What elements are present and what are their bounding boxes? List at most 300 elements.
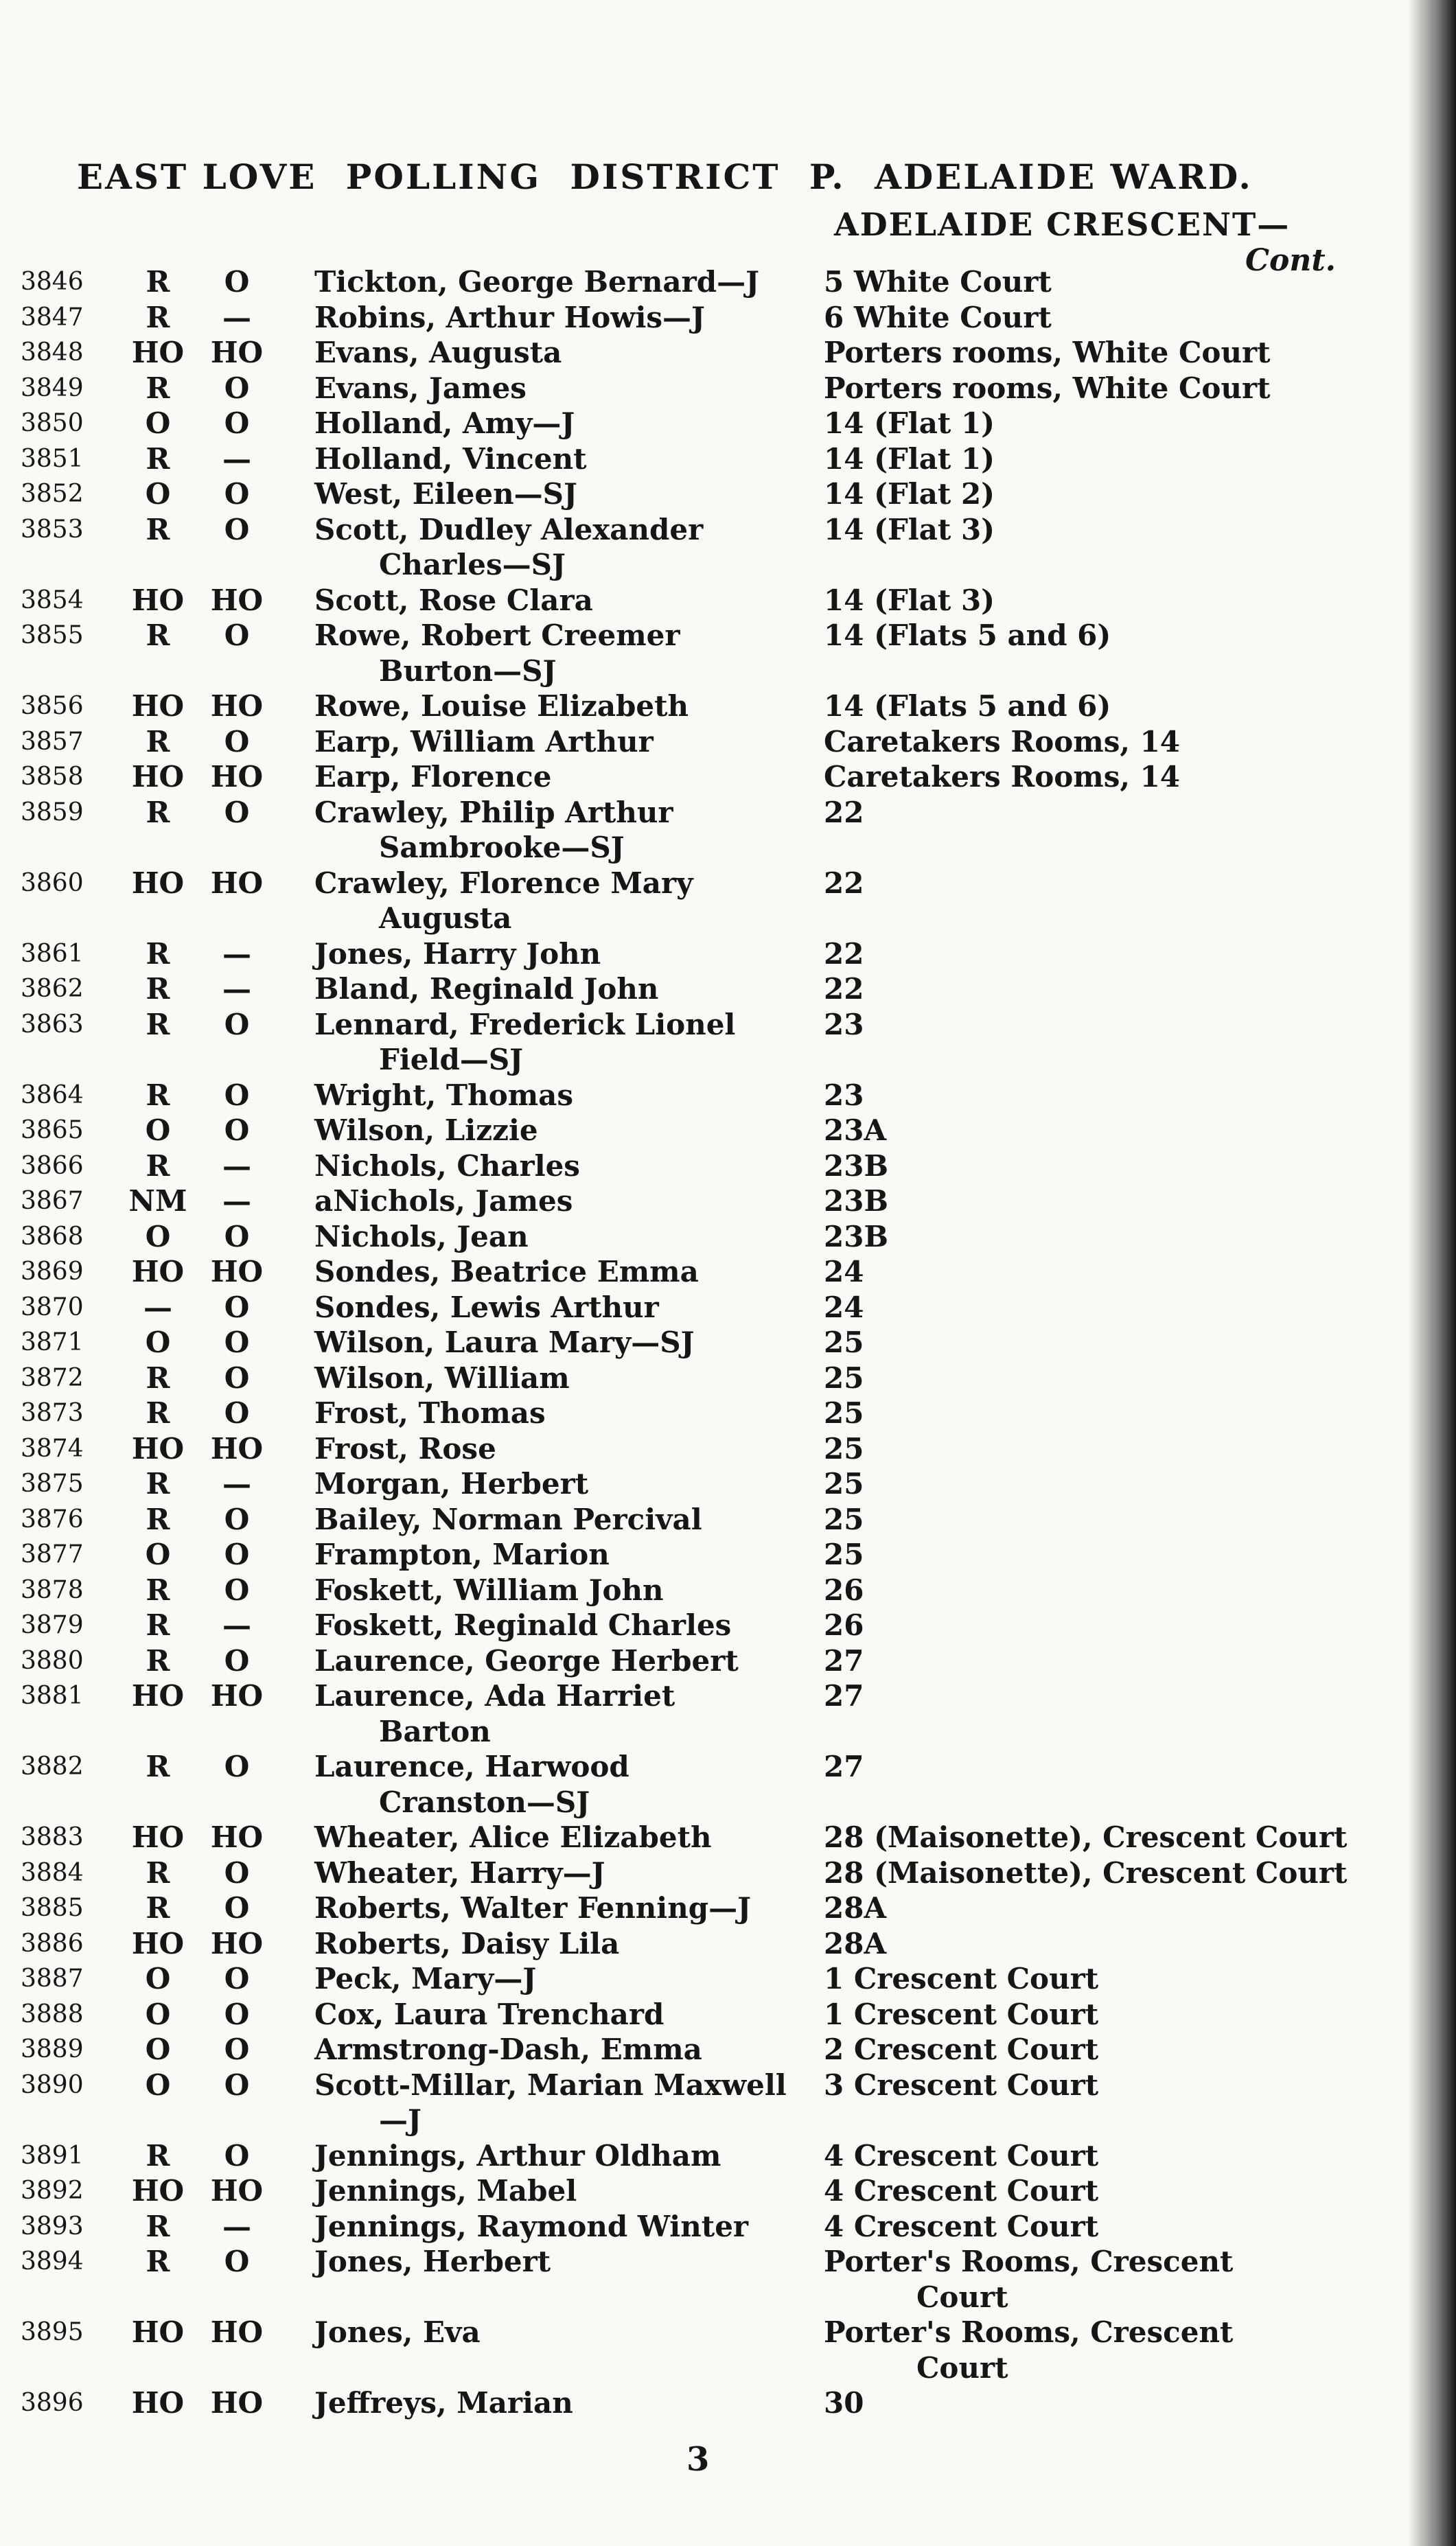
elector-row — [0, 476, 1456, 512]
elector-number: 3853 — [21, 515, 84, 544]
elector-address: 25 — [824, 1467, 864, 1501]
elector-name: Morgan, Herbert — [314, 1467, 589, 1501]
elector-name: Holland, Amy—J — [314, 406, 575, 440]
elector-address: 22 — [824, 795, 864, 829]
qualification-2: O — [224, 406, 250, 440]
elector-address: 30 — [824, 2386, 864, 2420]
elector-name: Scott, Dudley Alexander — [314, 512, 704, 546]
elector-number: 3880 — [21, 1646, 84, 1675]
elector-row-continuation — [0, 2103, 1456, 2138]
qualification-1: R — [146, 795, 170, 829]
elector-name-continuation: Burton—SJ — [379, 653, 557, 688]
elector-number: 3886 — [21, 1929, 84, 1958]
elector-address: 26 — [824, 1608, 864, 1642]
elector-name: Roberts, Daisy Lila — [314, 1926, 620, 1960]
elector-address: 22 — [824, 936, 864, 971]
qualification-1: R — [146, 371, 170, 405]
elector-number: 3883 — [21, 1823, 84, 1851]
qualification-2: — — [222, 1608, 251, 1642]
elector-row — [0, 971, 1456, 1007]
elector-name: Armstrong-Dash, Emma — [314, 2033, 702, 2066]
elector-address: 28A — [824, 1891, 887, 1925]
qualification-1: R — [146, 972, 170, 1006]
elector-name: Scott-Millar, Marian Maxwell — [314, 2068, 787, 2102]
elector-number: 3856 — [21, 692, 84, 720]
elector-row — [0, 618, 1456, 653]
elector-name: Wheater, Harry—J — [314, 1855, 605, 1890]
qualification-2: HO — [210, 1255, 264, 1288]
qualification-2: O — [224, 1078, 250, 1112]
qualification-1: HO — [131, 1255, 185, 1288]
elector-number: 3870 — [21, 1293, 84, 1321]
elector-address: 14 (Flats 5 and 6) — [824, 618, 1111, 652]
qualification-1: HO — [131, 2386, 185, 2420]
elector-number: 3891 — [21, 2141, 84, 2170]
elector-name: Crawley, Philip Arthur — [314, 795, 673, 829]
elector-row — [0, 2209, 1456, 2245]
qualification-1: HO — [131, 336, 185, 369]
elector-number: 3869 — [21, 1258, 84, 1286]
header-district-word: DISTRICT — [570, 157, 781, 197]
elector-name: Laurence, Ada Harriet — [314, 1679, 675, 1713]
elector-number: 3864 — [21, 1080, 84, 1109]
qualification-2: — — [222, 1184, 251, 1218]
elector-number: 3857 — [21, 727, 84, 756]
elector-row — [0, 1325, 1456, 1361]
qualification-2: O — [224, 724, 250, 759]
elector-row — [0, 1573, 1456, 1608]
qualification-1: R — [146, 1891, 170, 1925]
qualification-2: — — [222, 300, 251, 334]
qualification-1: HO — [131, 1679, 185, 1713]
elector-name: Jones, Herbert — [314, 2245, 551, 2278]
elector-name: Rowe, Robert Creemer — [314, 618, 680, 652]
elector-name: Jennings, Raymond Winter — [314, 2209, 749, 2243]
qualification-2: O — [224, 265, 250, 299]
elector-address: 1 Crescent Court — [824, 1962, 1099, 1995]
qualification-1: HO — [131, 2174, 185, 2208]
elector-row — [0, 1183, 1456, 1219]
elector-row — [0, 2173, 1456, 2209]
elector-row — [0, 406, 1456, 441]
elector-name: Sondes, Beatrice Emma — [314, 1255, 699, 1288]
elector-number: 3879 — [21, 1611, 84, 1639]
qualification-1: HO — [131, 689, 185, 723]
page-number: 3 — [686, 2440, 710, 2479]
elector-address: 14 (Flat 3) — [824, 583, 995, 617]
elector-number: 3850 — [21, 409, 84, 437]
elector-number: 3876 — [21, 1505, 84, 1534]
elector-number: 3873 — [21, 1399, 84, 1427]
elector-number: 3866 — [21, 1151, 84, 1180]
page-edge-shadow — [1408, 0, 1456, 2546]
elector-name-continuation: Field—SJ — [379, 1043, 524, 1076]
elector-address: 24 — [824, 1255, 864, 1288]
qualification-2: O — [224, 1962, 250, 1995]
elector-row — [0, 936, 1456, 972]
elector-name-continuation: Barton — [379, 1714, 491, 1748]
elector-address: 25 — [824, 1431, 864, 1466]
elector-address: 23A — [824, 1113, 887, 1147]
qualification-2: HO — [210, 689, 264, 723]
elector-number: 3885 — [21, 1894, 84, 1922]
elector-row-continuation — [0, 653, 1456, 689]
elector-row — [0, 1148, 1456, 1184]
elector-number: 3860 — [21, 868, 84, 897]
elector-address: 24 — [824, 1290, 864, 1324]
qualification-1: R — [146, 1078, 170, 1112]
qualification-1: HO — [131, 1431, 185, 1466]
elector-name: Wilson, Lizzie — [314, 1113, 538, 1147]
qualification-2: — — [222, 1467, 251, 1501]
elector-number: 3884 — [21, 1858, 84, 1887]
elector-number: 3862 — [21, 975, 84, 1003]
elector-number: 3881 — [21, 1682, 84, 1710]
elector-number: 3878 — [21, 1575, 84, 1604]
qualification-2: — — [222, 2209, 251, 2243]
qualification-1: HO — [131, 1926, 185, 1960]
elector-number: 3893 — [21, 2212, 84, 2241]
elector-row-continuation — [0, 2350, 1456, 2386]
qualification-2: O — [224, 371, 250, 405]
elector-name: Foskett, Reginald Charles — [314, 1608, 732, 1642]
qualification-1: O — [145, 1538, 171, 1571]
elector-number: 3889 — [21, 2035, 84, 2063]
qualification-1: R — [146, 1467, 170, 1501]
elector-number: 3854 — [21, 586, 84, 614]
elector-name-continuation: —J — [379, 2103, 421, 2137]
qualification-2: O — [224, 1361, 250, 1395]
qualification-2: O — [224, 1997, 250, 2031]
qualification-1: R — [146, 2138, 170, 2173]
qualification-1: O — [145, 1962, 171, 1995]
elector-address-continuation: Court — [916, 2280, 1008, 2314]
elector-row-continuation — [0, 1785, 1456, 1820]
qualification-1: R — [146, 1361, 170, 1395]
qualification-2: O — [224, 1750, 250, 1783]
qualification-2: — — [222, 1148, 251, 1183]
qualification-1: R — [146, 1855, 170, 1890]
qualification-2: O — [224, 1538, 250, 1571]
elector-name: Scott, Rose Clara — [314, 583, 593, 617]
elector-row — [0, 1219, 1456, 1255]
qualification-1: R — [146, 2245, 170, 2278]
header-letter: P. — [809, 157, 846, 197]
elector-name: Jones, Harry John — [314, 936, 601, 971]
elector-name: Jeffreys, Marian — [314, 2386, 573, 2420]
elector-address: 14 (Flats 5 and 6) — [824, 689, 1111, 723]
elector-number: 3872 — [21, 1363, 84, 1392]
elector-name: Nichols, Jean — [314, 1219, 529, 1253]
elector-address: 25 — [824, 1326, 864, 1359]
elector-row — [0, 1537, 1456, 1573]
elector-row — [0, 583, 1456, 618]
qualification-1: R — [146, 1750, 170, 1783]
elector-name: Jones, Eva — [314, 2315, 481, 2349]
qualification-2: — — [222, 972, 251, 1006]
qualification-1: R — [146, 1007, 170, 1041]
elector-name: Wright, Thomas — [314, 1078, 574, 1112]
elector-number: 3882 — [21, 1752, 84, 1781]
elector-row-continuation — [0, 1042, 1456, 1078]
qualification-1: HO — [131, 2315, 185, 2349]
qualification-1: O — [145, 1113, 171, 1147]
elector-name: Laurence, George Herbert — [314, 1643, 739, 1678]
elector-number: 3847 — [21, 303, 84, 332]
elector-row — [0, 724, 1456, 760]
elector-row — [0, 1431, 1456, 1467]
qualification-1: O — [145, 2068, 171, 2102]
elector-row — [0, 335, 1456, 371]
elector-number: 3877 — [21, 1540, 84, 1569]
qualification-2: O — [224, 1855, 250, 1890]
elector-address: 14 (Flat 3) — [824, 512, 995, 546]
elector-address: 14 (Flat 1) — [824, 406, 995, 440]
elector-name: Tickton, George Bernard—J — [314, 265, 759, 299]
elector-row — [0, 300, 1456, 336]
qualification-1: O — [145, 1997, 171, 2031]
qualification-1: R — [146, 265, 170, 299]
qualification-1: R — [146, 2209, 170, 2243]
elector-address: 4 Crescent Court — [824, 2174, 1099, 2208]
elector-row — [0, 1608, 1456, 1643]
elector-address: 2 Crescent Court — [824, 2033, 1099, 2066]
elector-address: 28 (Maisonette), Crescent Court — [824, 1820, 1348, 1854]
elector-row — [0, 2032, 1456, 2068]
header-district: EAST LOVE — [77, 157, 317, 197]
qualification-2: O — [224, 2138, 250, 2173]
qualification-2: HO — [210, 583, 264, 617]
street-heading: ADELAIDE CRESCENT— — [834, 206, 1291, 243]
elector-row — [0, 1113, 1456, 1148]
elector-address: 27 — [824, 1643, 864, 1678]
elector-name: Wilson, Laura Mary—SJ — [314, 1326, 695, 1359]
elector-name: Frost, Rose — [314, 1431, 496, 1466]
elector-address: Caretakers Rooms, 14 — [824, 760, 1181, 794]
elector-name: Evans, James — [314, 371, 527, 405]
qualification-2: O — [224, 2245, 250, 2278]
elector-name: Foskett, William John — [314, 1573, 664, 1607]
elector-address: 25 — [824, 1396, 864, 1430]
elector-name: Wheater, Alice Elizabeth — [314, 1820, 712, 1854]
elector-address: 23 — [824, 1007, 864, 1041]
elector-name: Roberts, Walter Fenning—J — [314, 1891, 752, 1925]
qualification-1: R — [146, 1608, 170, 1642]
elector-address: 14 (Flat 1) — [824, 441, 995, 476]
elector-address: Porter's Rooms, Crescent — [824, 2315, 1234, 2349]
elector-name: Crawley, Florence Mary — [314, 866, 693, 900]
qualification-1: O — [145, 406, 171, 440]
qualification-1: R — [146, 618, 170, 652]
qualification-2: O — [224, 1643, 250, 1678]
elector-address: Porters rooms, White Court — [824, 336, 1271, 369]
elector-address: 25 — [824, 1538, 864, 1571]
qualification-2: O — [224, 1113, 250, 1147]
elector-row — [0, 1961, 1456, 1997]
elector-name-continuation: Sambrooke—SJ — [379, 831, 625, 864]
elector-row — [0, 1855, 1456, 1891]
elector-row — [0, 2068, 1456, 2103]
elector-address: 22 — [824, 972, 864, 1006]
elector-address: 28A — [824, 1926, 887, 1960]
qualification-1: R — [146, 1502, 170, 1536]
elector-name: Cox, Laura Trenchard — [314, 1997, 665, 2031]
elector-name: Holland, Vincent — [314, 441, 587, 476]
elector-row — [0, 1890, 1456, 1926]
elector-number: 3859 — [21, 798, 84, 826]
qualification-2: — — [222, 936, 251, 971]
elector-row — [0, 688, 1456, 724]
elector-number: 3894 — [21, 2247, 84, 2276]
qualification-2: O — [224, 1502, 250, 1536]
qualification-2: O — [224, 795, 250, 829]
elector-number: 3861 — [21, 939, 84, 968]
elector-name: Jennings, Arthur Oldham — [314, 2138, 721, 2173]
qualification-1: R — [146, 936, 170, 971]
elector-address: Porters rooms, White Court — [824, 371, 1271, 405]
qualification-1: R — [146, 1148, 170, 1183]
elector-row — [0, 1643, 1456, 1679]
qualification-1: O — [145, 477, 171, 511]
qualification-2: HO — [210, 2315, 264, 2349]
elector-name: Earp, Florence — [314, 760, 552, 794]
elector-address: 23B — [824, 1148, 888, 1183]
qualification-1: R — [146, 512, 170, 546]
qualification-1: — — [143, 1290, 172, 1324]
elector-name: Rowe, Louise Elizabeth — [314, 689, 689, 723]
elector-number: 3846 — [21, 268, 84, 296]
elector-name: Bailey, Norman Percival — [314, 1502, 702, 1536]
qualification-2: HO — [210, 2386, 264, 2420]
elector-row — [0, 1396, 1456, 1431]
elector-row-continuation — [0, 830, 1456, 866]
header-ward: ADELAIDE WARD. — [875, 157, 1253, 197]
elector-row — [0, 866, 1456, 901]
qualification-2: HO — [210, 1926, 264, 1960]
elector-name: Sondes, Lewis Arthur — [314, 1290, 659, 1324]
elector-address: 26 — [824, 1573, 864, 1607]
elector-number: 3858 — [21, 763, 84, 791]
elector-address: 23B — [824, 1219, 888, 1253]
elector-address: 25 — [824, 1502, 864, 1536]
elector-number: 3887 — [21, 1965, 84, 1993]
continued-label: Cont. — [1245, 243, 1336, 278]
elector-row-continuation — [0, 1714, 1456, 1750]
elector-number: 3871 — [21, 1328, 84, 1356]
qualification-1: NM — [128, 1184, 187, 1218]
elector-number: 3865 — [21, 1116, 84, 1144]
elector-name: aNichols, James — [314, 1184, 573, 1218]
elector-address: 28 (Maisonette), Crescent Court — [824, 1855, 1348, 1890]
elector-number: 3874 — [21, 1434, 84, 1463]
elector-address: 5 White Court — [824, 265, 1052, 299]
elector-name: Frost, Thomas — [314, 1396, 546, 1430]
header-polling: POLLING — [345, 157, 542, 197]
qualification-2: O — [224, 1219, 250, 1253]
elector-address: 23 — [824, 1078, 864, 1112]
elector-name-continuation: Augusta — [379, 901, 512, 935]
elector-address: 6 White Court — [824, 300, 1052, 334]
elector-row-continuation — [0, 547, 1456, 583]
elector-row — [0, 2385, 1456, 2421]
elector-number: 3892 — [21, 2177, 84, 2205]
elector-row — [0, 1007, 1456, 1043]
qualification-2: HO — [210, 866, 264, 900]
qualification-2: O — [224, 1891, 250, 1925]
qualification-1: R — [146, 1396, 170, 1430]
elector-address: 4 Crescent Court — [824, 2138, 1099, 2173]
elector-row — [0, 1254, 1456, 1290]
page-header — [77, 157, 1381, 197]
elector-number: 3855 — [21, 621, 84, 649]
elector-number: 3852 — [21, 480, 84, 508]
elector-row — [0, 1678, 1456, 1714]
qualification-1: HO — [131, 760, 185, 794]
elector-name: Frampton, Marion — [314, 1538, 610, 1571]
elector-name: Evans, Augusta — [314, 336, 562, 369]
elector-address: 14 (Flat 2) — [824, 477, 995, 511]
elector-name: Lennard, Frederick Lionel — [314, 1007, 736, 1041]
qualification-1: R — [146, 300, 170, 334]
elector-row — [0, 1361, 1456, 1396]
elector-row — [0, 1466, 1456, 1502]
elector-number: 3863 — [21, 1010, 84, 1039]
elector-number: 3849 — [21, 373, 84, 402]
qualification-1: HO — [131, 866, 185, 900]
elector-row — [0, 2315, 1456, 2350]
elector-row — [0, 1749, 1456, 1785]
qualification-2: HO — [210, 760, 264, 794]
qualification-2: HO — [210, 1431, 264, 1466]
elector-row-continuation — [0, 2280, 1456, 2315]
elector-address: 23B — [824, 1184, 888, 1218]
elector-name: Laurence, Harwood — [314, 1750, 629, 1783]
qualification-2: O — [224, 477, 250, 511]
elector-name: Peck, Mary—J — [314, 1962, 537, 1995]
elector-row — [0, 795, 1456, 831]
qualification-2: O — [224, 1326, 250, 1359]
elector-number: 3890 — [21, 2070, 84, 2099]
qualification-2: O — [224, 2033, 250, 2066]
elector-row — [0, 1290, 1456, 1326]
elector-row — [0, 441, 1456, 477]
elector-row — [0, 2138, 1456, 2174]
elector-row — [0, 371, 1456, 406]
elector-row — [0, 1997, 1456, 2033]
elector-address: 4 Crescent Court — [824, 2209, 1099, 2243]
elector-name: Jennings, Mabel — [314, 2174, 577, 2208]
elector-address: 22 — [824, 866, 864, 900]
qualification-2: HO — [210, 336, 264, 369]
elector-name: Earp, William Arthur — [314, 724, 654, 759]
elector-number: 3888 — [21, 2000, 84, 2028]
elector-name: Bland, Reginald John — [314, 972, 659, 1006]
qualification-1: R — [146, 1573, 170, 1607]
qualification-2: O — [224, 512, 250, 546]
elector-name-continuation: Charles—SJ — [379, 548, 566, 581]
elector-row — [0, 1502, 1456, 1538]
elector-name: Robins, Arthur Howis—J — [314, 300, 705, 334]
qualification-2: O — [224, 1007, 250, 1041]
qualification-2: — — [222, 441, 251, 476]
qualification-1: R — [146, 1643, 170, 1678]
elector-row — [0, 2244, 1456, 2280]
qualification-2: O — [224, 618, 250, 652]
elector-address: 3 Crescent Court — [824, 2068, 1099, 2102]
elector-row — [0, 512, 1456, 548]
elector-row — [0, 759, 1456, 795]
elector-number: 3851 — [21, 444, 84, 473]
